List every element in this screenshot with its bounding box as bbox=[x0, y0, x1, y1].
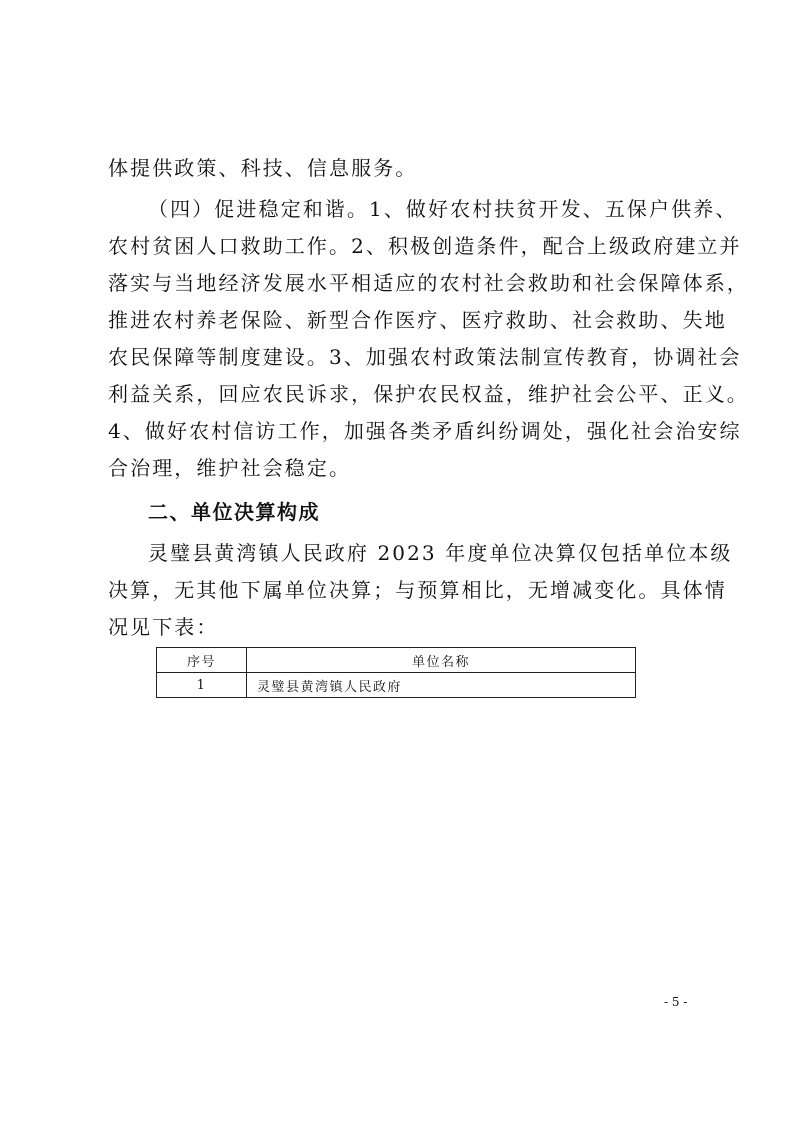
paragraph-line: 况见下表： bbox=[108, 615, 219, 639]
paragraph-line: 落实与当地经济发展水平相适应的农村社会救助和社会保障体系， bbox=[108, 271, 749, 295]
paragraph-line: 农村贫困人口救助工作。2、积极创造条件，配合上级政府建立并 bbox=[108, 234, 742, 258]
table-cell-unit-name: 灵璧县黄湾镇人民政府 bbox=[247, 673, 636, 698]
paragraph-line: 合治理，维护社会稳定。 bbox=[108, 456, 352, 480]
paragraph-line: 4、做好农村信访工作，加强各类矛盾纠纷调处，强化社会治安综 bbox=[108, 419, 742, 443]
paragraph-line: 决算，无其他下属单位决算；与预算相比，无增减变化。具体情 bbox=[108, 578, 727, 602]
paragraph-line: 农民保障等制度建设。3、加强农村政策法制宣传教育，协调社会 bbox=[108, 345, 742, 369]
paragraph-line: 推进农村养老保险、新型合作医疗、医疗救助、社会救助、失地 bbox=[108, 308, 727, 332]
column-header-serial: 序号 bbox=[157, 648, 247, 673]
page-number: - 5 - bbox=[664, 995, 688, 1009]
paragraph-line: 体提供政策、科技、信息服务。 bbox=[108, 156, 418, 180]
table-cell-serial: 1 bbox=[157, 673, 247, 698]
section-heading: 二、单位决算构成 bbox=[148, 500, 320, 524]
table-row bbox=[157, 673, 636, 698]
paragraph-line: 利益关系，回应农民诉求，保护农民权益，维护社会公平、正义。 bbox=[108, 382, 749, 406]
unit-table bbox=[156, 647, 636, 698]
table-header-row bbox=[157, 648, 636, 673]
column-header-unit-name: 单位名称 bbox=[247, 648, 636, 673]
paragraph-line: （四）促进稳定和谐。1、做好农村扶贫开发、五保户供养、 bbox=[148, 197, 738, 221]
paragraph-line: 灵璧县黄湾镇人民政府 2023 年度单位决算仅包括单位本级 bbox=[148, 541, 733, 565]
